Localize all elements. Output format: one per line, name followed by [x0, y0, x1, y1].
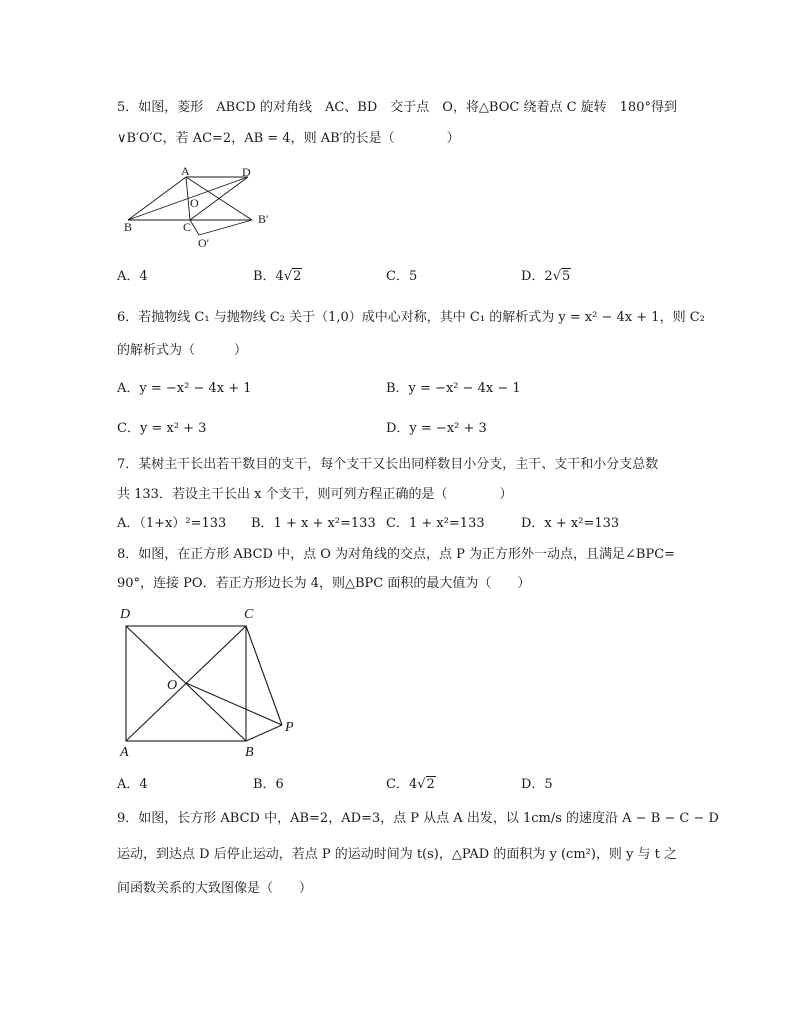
- q6-option-b[interactable]: B．y = −x² − 4x − 1: [386, 381, 521, 396]
- q8-label-P: P: [285, 720, 294, 735]
- q9-line1: 9．如图，长方形 ABCD 中，AB=2，AD=3，点 P 从点 A 出发，以 1cm/s 的速度沿 A − B − C − D: [117, 811, 719, 826]
- q6-option-d[interactable]: D．y = −x² + 3: [386, 421, 487, 436]
- q9-line3: 间函数关系的大致图像是（ ）: [117, 881, 313, 896]
- q5-option-b-prefix: B．4: [253, 269, 284, 284]
- q7-line2: 共 133．若设主干长出 x 个支干，则可列方程正确的是（ ）: [117, 487, 513, 502]
- q5-option-b-sqrt-icon: √: [283, 269, 293, 284]
- q6-option-c[interactable]: C．y = x² + 3: [117, 421, 207, 436]
- q8-line1: 8．如图，在正方形 ABCD 中，点 O 为对角线的交点，点 P 为正方形外一动点，且满足∠BPC=: [117, 547, 676, 562]
- q8-option-c-radicand: 2: [426, 777, 435, 792]
- q5-label-Oprime: O′: [198, 236, 210, 250]
- q8-option-c-sqrt-icon: √: [417, 777, 426, 792]
- q6-line1: 6．若抛物线 C₁ 与抛物线 C₂ 关于（1,0）成中心对称，其中 C₁ 的解析式为 y = x² − 4x + 1，则 C₂: [117, 310, 705, 325]
- q8-square-figure: [112, 600, 312, 762]
- q5-label-Bprime: B′: [258, 212, 269, 226]
- q8-option-c-prefix: C．4: [386, 777, 418, 792]
- q8-label-A: A: [120, 745, 129, 760]
- q5-option-d-radicand: 5: [562, 269, 571, 284]
- q7-option-a[interactable]: A．（1+x）²=133: [117, 516, 227, 531]
- q5-label-O: O: [190, 196, 199, 210]
- q5-label-B: B: [124, 220, 133, 234]
- q5-option-d-sqrt-icon: √: [552, 269, 561, 284]
- q6-line2: 的解析式为（ ）: [117, 343, 248, 358]
- q8-label-O: O: [167, 678, 178, 693]
- q8-label-D: D: [120, 607, 131, 622]
- q8-line2: 90°，连接 PO．若正方形边长为 4，则△BPC 面积的最大值为（ ）: [117, 576, 531, 591]
- q5-rhombus-figure: [118, 165, 288, 255]
- q8-option-d[interactable]: D．5: [521, 777, 553, 792]
- q8-label-B: B: [245, 745, 254, 760]
- q6-option-a[interactable]: A．y = −x² − 4x + 1: [117, 381, 252, 396]
- q9-line2: 运动，到达点 D 后停止运动，若点 P 的运动时间为 t(s)，△PAD 的面积为 y (cm²)，则 y 与 t 之: [117, 847, 678, 862]
- q5-option-b-radicand: 2: [293, 269, 302, 284]
- q8-option-b[interactable]: B．6: [253, 777, 284, 792]
- q7-option-c[interactable]: C．1 + x²=133: [386, 516, 485, 531]
- q5-line2: ∨B′O′C，若 AC=2，AB = 4，则 AB′的长是（ ）: [117, 131, 460, 146]
- q5-label-A: A: [181, 165, 190, 178]
- q8-option-c[interactable]: [386, 776, 436, 794]
- q8-option-a[interactable]: A．4: [117, 777, 148, 792]
- q5-label-C: C: [183, 220, 192, 234]
- q5-option-d[interactable]: [521, 268, 571, 286]
- q7-option-d[interactable]: D．x + x²=133: [521, 516, 620, 531]
- q5-option-c[interactable]: C．5: [386, 269, 418, 284]
- q5-option-b[interactable]: [253, 268, 302, 286]
- q5-option-a[interactable]: A．4: [117, 269, 148, 284]
- q7-option-b[interactable]: B．1 + x + x²=133: [251, 516, 376, 531]
- q5-label-D: D: [242, 165, 251, 179]
- q8-label-C: C: [244, 607, 254, 622]
- q7-line1: 7．某树主干长出若干数目的支干，每个支干又长出同样数目小分支，主干、支干和小分支总数: [117, 457, 659, 472]
- q5-option-d-prefix: D．2: [521, 269, 553, 284]
- q5-line1: 5．如图，菱形 ABCD 的对角线 AC、BD 交于点 O，将△BOC 绕着点 C 旋转 180°得到: [117, 100, 677, 115]
